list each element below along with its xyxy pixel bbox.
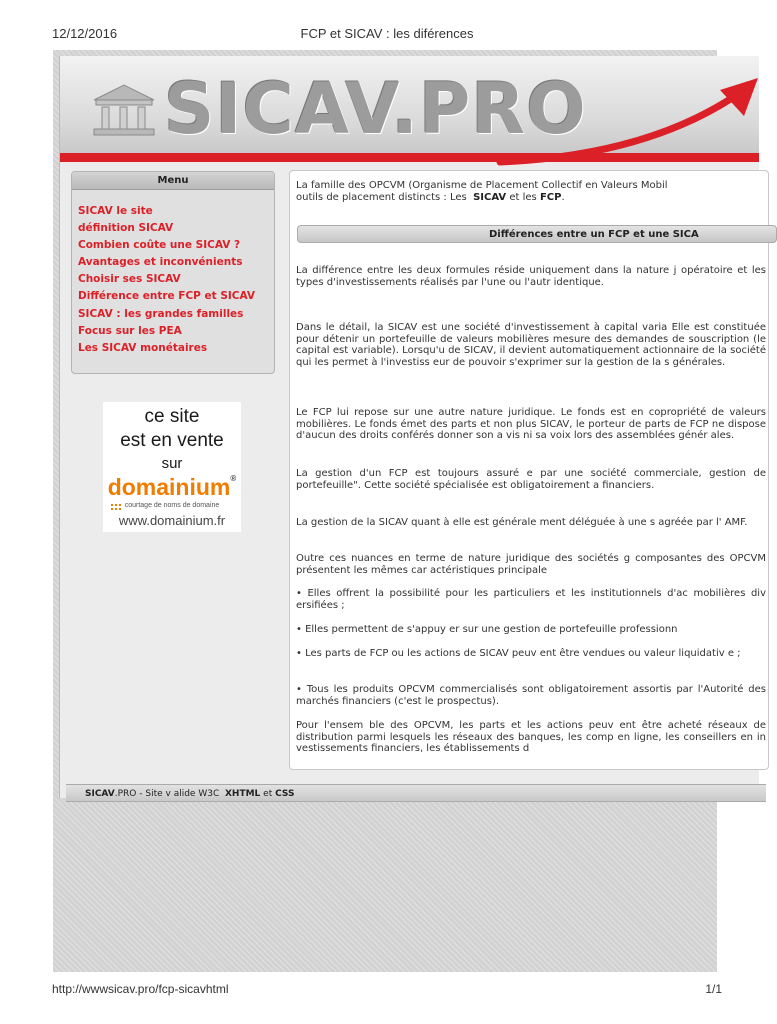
paragraph: Outre ces nuances en terme de nature juridique des sociétés g composantes des OPCVM présentent les mêmes car actéristiques principale — [296, 553, 766, 576]
ad-brand-logo — [103, 474, 241, 501]
paragraph: La gestion de la SICAV quant à elle est générale ment déléguée à une s agréée par l' AMF. — [296, 517, 748, 528]
paragraph: Dans le détail, la SICAV est une société d'investissement à capital varia Elle est constituée pour détenir un portefeuille de valeurs mobilières mesure des demandes de souscription (le capital est variable). Lorsqu'u de SICAV, il devient automatiquement actionnaire de la société qui les permet à l'investiss eur de pouvoir s'exprimer sur la gestion de la s générales. — [296, 322, 766, 368]
intro-fcp: FCP — [539, 191, 562, 203]
footer-xhtml-link[interactable]: XHTML — [224, 789, 261, 799]
intro-text-b: et les — [509, 191, 537, 203]
intro-line-1: La famille des OPCVM (Organisme de Placement Collectif en Valeurs Mobil — [296, 180, 668, 191]
trend-arrow-icon — [500, 76, 760, 164]
domain-sale-ad[interactable] — [103, 402, 241, 532]
menu-item-definition-sicav[interactable]: définition SICAV — [78, 222, 174, 235]
print-page-number: 1/1 — [705, 982, 722, 996]
menu-item-focus-pea[interactable]: Focus sur les PEA — [78, 324, 182, 337]
print-url: http://wwwsicav.pro/fcp-sicavhtml — [52, 982, 229, 996]
print-footer — [52, 982, 722, 998]
print-date: 12/12/2016 — [52, 26, 118, 41]
menu-item-sicav-le-site[interactable]: SICAV le site — [78, 205, 153, 217]
menu-item-grandes-familles[interactable]: SICAV : les grandes familles — [78, 307, 244, 320]
ad-brand-mark: ® — [230, 474, 237, 483]
bullet-item: • Tous les produits OPCVM commercialisés sont obligatoirement assortis par l'Autorité des marchés financiers (c'est le prospectus). — [296, 684, 766, 707]
ad-line-1: ce site — [144, 406, 200, 427]
footer-text: .PRO - Site v alide W3C — [114, 789, 220, 799]
main-content — [289, 170, 769, 770]
intro-sicav: SICAV — [473, 191, 507, 203]
menu-item-avantages[interactable]: Avantages et inconvénients — [78, 256, 243, 269]
intro-text-c: . — [561, 191, 565, 203]
section-heading: Différences entre un FCP et une SICA — [297, 225, 777, 243]
ad-line-3: sur — [161, 455, 183, 472]
footer-et: et — [263, 789, 273, 799]
ad-tagline: courtage de noms de domaine — [124, 502, 220, 509]
paragraph: Pour l'ensem ble des OPCVM, les parts et les actions peuv ent être acheté réseaux de distribution parmi lesquels les réseaux des banques, les comp en ligne, les conseillers en in vestissements financiers, les établissements d — [296, 720, 766, 754]
bullet-item: • Les parts de FCP ou les actions de SICAV peuv ent être vendues ou valeur liquidativ e ; — [296, 648, 741, 659]
paragraph: Le FCP lui repose sur une autre nature juridique. Le fonds est en copropriété de valeurs mobilières. Le fonds émet des parts et non plus SICAV, le porteur de parts de FCP ne dispose d'aucun des droits conférés donner son a vis ni sa voix lors des assemblées génér ales. — [296, 407, 766, 441]
ad-line-2: est en vente — [120, 430, 224, 451]
bullet-item: • Elles permettent de s'appuy er sur une gestion de portefeuille professionn — [296, 624, 678, 635]
print-header — [52, 26, 722, 42]
site-banner — [60, 56, 759, 162]
intro-text — [296, 180, 766, 203]
footer-css-link[interactable]: CSS — [275, 789, 295, 799]
sidebar-menu — [71, 171, 275, 374]
site-footer — [66, 784, 766, 802]
intro-text-a: outils de placement distincts : Les — [296, 191, 467, 203]
ad-url: www.domainium.fr — [118, 513, 226, 528]
menu-title: Menu — [72, 172, 274, 190]
menu-item-difference-fcp-sicav[interactable]: Différence entre FCP et SICAV — [78, 290, 256, 303]
intro-line-2 — [296, 192, 766, 204]
menu-item-choisir-sicav[interactable]: Choisir ses SICAV — [78, 273, 181, 286]
bullet-item: • Elles offrent la possibilité pour les particuliers et les institutionnels d'ac mobilières div ersifiées ; — [296, 588, 766, 611]
menu-item-combien-coute[interactable]: Combien coûte une SICAV ? — [78, 239, 241, 252]
print-title: FCP et SICAV : les diférences — [300, 26, 474, 41]
ad-brand-name: domainium — [107, 474, 231, 500]
site-logo-text[interactable]: SICAV.PRO — [164, 68, 587, 150]
footer-brand[interactable]: SICAV — [85, 789, 115, 799]
paragraph: La gestion d'un FCP est toujours assuré e par une société commerciale, gestion de portefeuille". Cette société spécialisée est obligatoirement a financiers. — [296, 468, 766, 491]
menu-item-sicav-monetaires[interactable]: Les SICAV monétaires — [78, 341, 208, 354]
temple-logo-icon — [90, 82, 158, 138]
menu-list — [72, 190, 274, 357]
page-viewport — [53, 50, 766, 972]
site-container — [59, 56, 766, 799]
paragraph: La différence entre les deux formules réside uniquement dans la nature j opératoire et les types d'investissements réalisés par l'une ou l'autr identique. — [296, 265, 766, 288]
